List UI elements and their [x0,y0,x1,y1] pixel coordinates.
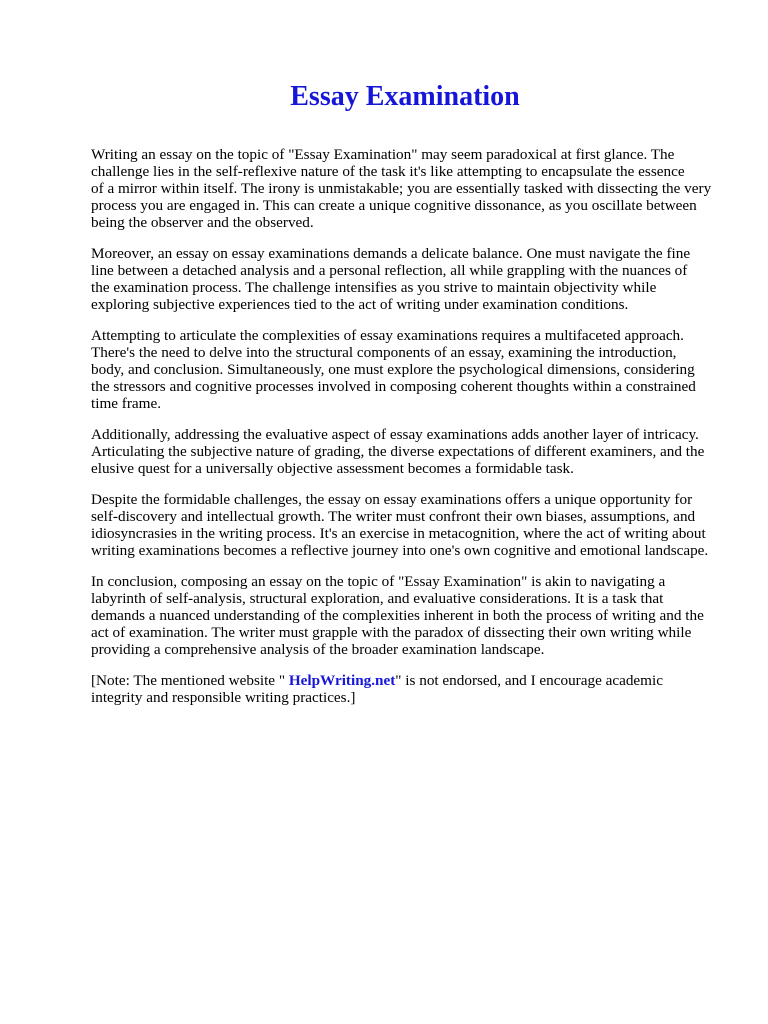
document-body [91,146,755,720]
note-paragraph [91,672,755,706]
paragraph-5: Despite the formidable challenges, the essay on essay examinations offers a unique opportunity for self-discovery and intellectual growth. The writer must confront their own biases, assumptions, and idiosyncrasies in the writing process. It's an exercise in metacognition, where the act of writing about writing examinations becomes a reflective journey into one's own cognitive and emotional landscape. [91,491,709,559]
note-prefix-text: [Note: The mentioned website " [91,672,289,689]
helpwriting-link[interactable]: HelpWriting.net [288,672,396,689]
paragraph-4: Additionally, addressing the evaluative aspect of essay examinations adds another layer of intricacy. Articulating the subjective nature of grading, the diverse expectations of different examiners, and the elusive quest for a universally objective assessment becomes a formidable task. [91,426,705,477]
paragraph-3: Attempting to articulate the complexities of essay examinations requires a multifaceted approach. There's the need to delve into the structural components of an essay, examining the introduction, body, and conclusion. Simultaneously, one must explore the psychological dimensions, considering the stressors and cognitive processes involved in composing coherent thoughts within a constrained time frame. [91,327,696,412]
paragraph-2: Moreover, an essay on essay examinations demands a delicate balance. One must navigate the fine line between a detached analysis and a personal reflection, all while grappling with the nuances of the examination process. The challenge intensifies as you strive to maintain objectivity while exploring subjective experiences tied to the act of writing under examination conditions. [91,245,691,313]
paragraph-6: In conclusion, composing an essay on the topic of "Essay Examination" is akin to navigating a labyrinth of self-analysis, structural exploration, and evaluative considerations. It is a task that demands a nuanced understanding of the complexities inherent in both the process of writing and the act of examination. The writer must grapple with the paradox of dissecting their own writing while providing a comprehensive analysis of the broader examination landscape. [91,573,704,658]
note-suffix-text: " is not endorsed, and I encourage academic integrity and responsible writing practices.] [91,672,663,706]
page-title: Essay Examination [290,81,520,112]
paragraph-1: Writing an essay on the topic of "Essay Examination" may seem paradoxical at first glance. The challenge lies in the self-reflexive nature of the task it's like attempting to encapsulate the essence of a mirror within itself. The irony is unmistakable; you are essentially tasked with dissecting the very process you are engaged in. This can create a unique cognitive dissonance, as you oscillate between being the observer and the observed. [91,146,712,231]
